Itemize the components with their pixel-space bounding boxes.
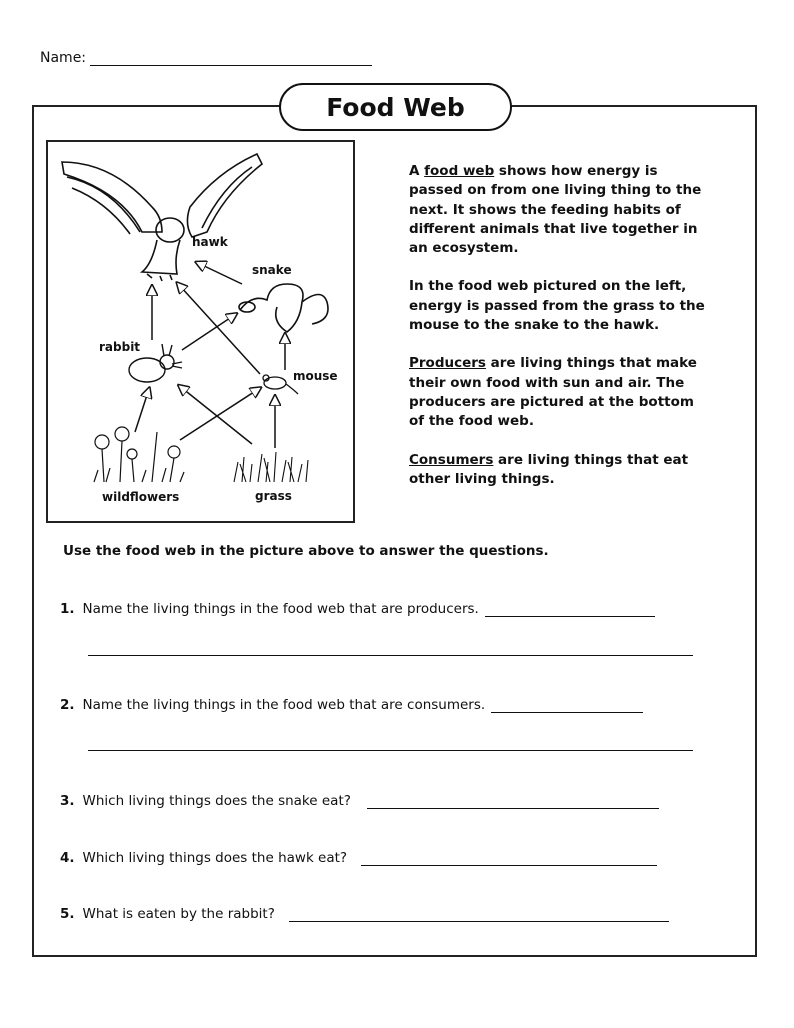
term-food-web: food web	[424, 163, 495, 179]
arrow-wildflowers-to-rabbit	[135, 392, 148, 432]
term-producers: Producers	[409, 355, 486, 372]
food-web-picture	[46, 140, 355, 523]
hawk-drawing	[62, 154, 262, 281]
question-5: 5. What is eaten by the rabbit?	[60, 906, 669, 922]
answer-blank-1[interactable]	[485, 602, 655, 617]
food-web-arrows	[135, 264, 285, 448]
label-rabbit: rabbit	[99, 340, 141, 354]
answer-line-2b[interactable]	[88, 750, 693, 751]
question-1: 1. Name the living things in the food web that are producers.	[60, 601, 655, 617]
wildflowers-drawing	[94, 427, 184, 482]
question-4: 4. Which living things does the hawk eat?	[60, 850, 657, 866]
question-3: 3. Which living things does the snake eat?	[60, 793, 659, 809]
answer-blank-4[interactable]	[361, 851, 657, 866]
answer-blank-3[interactable]	[367, 794, 659, 809]
page-title: Food Web	[279, 83, 512, 131]
answer-blank-5[interactable]	[289, 907, 669, 922]
label-hawk: hawk	[192, 235, 228, 249]
name-field[interactable]	[40, 50, 372, 66]
definition-food-web: A food web shows how energy is passed on from one living thing to the next. It shows the feeding habits of different animals that live together in an ecosystem.	[409, 163, 702, 257]
name-blank[interactable]	[90, 51, 372, 66]
energy-flow-text: In the food web pictured on the left, energy is passed from the grass to the mouse to the snake to the hawk.	[409, 278, 705, 334]
question-2: 2. Name the living things in the food web that are consumers.	[60, 697, 643, 713]
arrow-wildflowers-to-mouse	[180, 390, 257, 440]
name-label: Name:	[40, 50, 87, 66]
grass-drawing	[234, 452, 308, 482]
snake-drawing	[239, 284, 328, 332]
label-snake: snake	[252, 263, 292, 277]
term-consumers: Consumers	[409, 451, 494, 468]
label-mouse: mouse	[293, 369, 338, 383]
arrow-rabbit-to-snake	[182, 316, 233, 350]
arrow-snake-to-hawk	[200, 264, 242, 284]
arrow-mouse-to-hawk	[180, 286, 260, 374]
definition-consumers: Consumers are living things that eat other living things.	[409, 451, 689, 487]
arrow-grass-to-rabbit	[182, 388, 252, 444]
instructions: Use the food web in the picture above to answer the questions.	[63, 543, 549, 559]
answer-blank-2[interactable]	[491, 698, 643, 713]
definition-producers: Producers are living things that make their own food with sun and air. The producers are pictured at the bottom of the food web.	[409, 355, 697, 430]
food-web-description	[409, 162, 709, 508]
label-grass: grass	[255, 489, 292, 503]
label-wildflowers: wildflowers	[102, 490, 180, 504]
food-web-diagram	[48, 142, 353, 521]
answer-line-1b[interactable]	[88, 655, 693, 656]
